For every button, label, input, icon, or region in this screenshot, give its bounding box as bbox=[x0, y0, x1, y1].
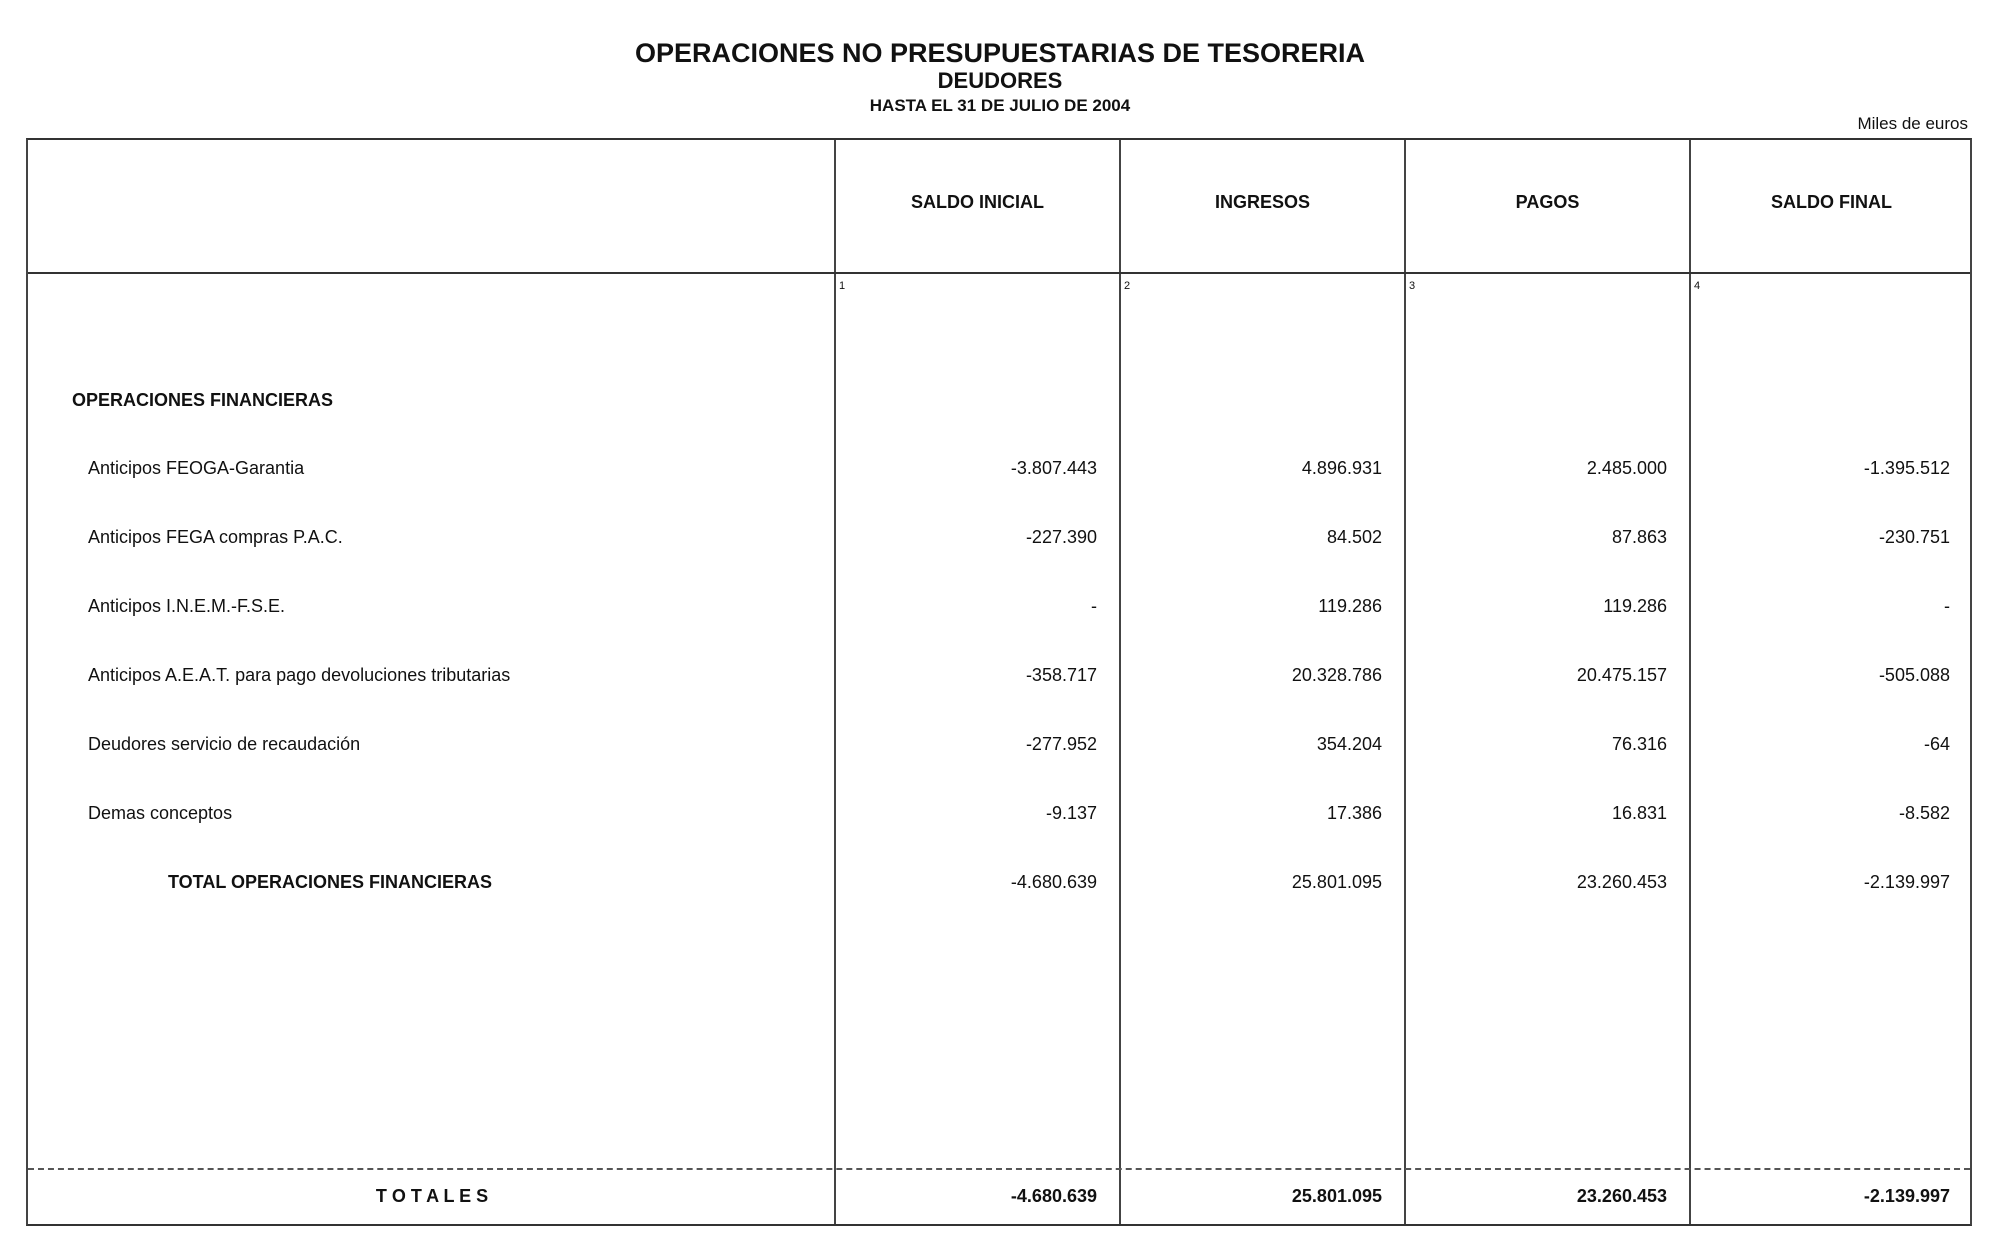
section-title: OPERACIONES FINANCIERAS bbox=[72, 390, 334, 410]
column-number: 1 bbox=[839, 280, 846, 292]
column-header-saldo-inicial: SALDO INICIAL bbox=[911, 192, 1044, 212]
row-value-saldo-final: -505.088 bbox=[1878, 665, 1950, 685]
row-value-pagos: 2.485.000 bbox=[1586, 458, 1667, 478]
column-number: 3 bbox=[1409, 280, 1416, 292]
header-rule bbox=[28, 272, 1970, 274]
row-value-saldo-inicial: -3.807.443 bbox=[1010, 458, 1097, 478]
row-value-saldo-final: -8.582 bbox=[1898, 803, 1950, 823]
column-number: 4 bbox=[1694, 280, 1701, 292]
column-number: 2 bbox=[1124, 280, 1131, 292]
row-value-pagos: 16.831 bbox=[1611, 803, 1667, 823]
row-value-pagos: 119.286 bbox=[1603, 596, 1667, 616]
row-value-saldo-inicial: - bbox=[1091, 596, 1097, 616]
row-value-saldo-final: -230.751 bbox=[1878, 527, 1950, 547]
row-value-saldo-inicial: -277.952 bbox=[1025, 734, 1097, 754]
row-value-saldo-inicial: -227.390 bbox=[1025, 527, 1097, 547]
grand-total-ingresos: 25.801.095 bbox=[1291, 1186, 1382, 1206]
row-value-pagos: 20.475.157 bbox=[1576, 665, 1667, 685]
row-value-saldo-final: - bbox=[1944, 596, 1950, 616]
grand-total-saldo-final: -2.139.997 bbox=[1863, 1186, 1950, 1206]
row-label: Anticipos FEOGA-Garantia bbox=[88, 458, 305, 478]
row-value-saldo-final: -1.395.512 bbox=[1863, 458, 1950, 478]
grand-total-pagos: 23.260.453 bbox=[1576, 1186, 1667, 1206]
section-total-pagos: 23.260.453 bbox=[1576, 872, 1667, 892]
row-value-ingresos: 4.896.931 bbox=[1301, 458, 1382, 478]
row-value-saldo-inicial: -358.717 bbox=[1025, 665, 1097, 685]
row-value-ingresos: 84.502 bbox=[1326, 527, 1382, 547]
section-total-saldo-inicial: -4.680.639 bbox=[1010, 872, 1097, 892]
grand-total-saldo-inicial: -4.680.639 bbox=[1010, 1186, 1097, 1206]
row-value-ingresos: 20.328.786 bbox=[1291, 665, 1382, 685]
section-total-saldo-final: -2.139.997 bbox=[1863, 872, 1950, 892]
grand-totals-label: T O T A L E S bbox=[375, 1186, 489, 1206]
units-note: Miles de euros bbox=[1857, 114, 1968, 133]
row-value-ingresos: 17.386 bbox=[1326, 803, 1382, 823]
section-total-ingresos: 25.801.095 bbox=[1291, 872, 1382, 892]
section-total-label: TOTAL OPERACIONES FINANCIERAS bbox=[168, 872, 493, 892]
row-value-saldo-final: -64 bbox=[1923, 734, 1950, 754]
column-header-saldo-final: SALDO FINAL bbox=[1771, 192, 1892, 212]
report-date: HASTA EL 31 DE JULIO DE 2004 bbox=[869, 96, 1131, 115]
row-value-pagos: 87.863 bbox=[1611, 527, 1667, 547]
column-header-ingresos: INGRESOS bbox=[1214, 192, 1311, 212]
report-title: OPERACIONES NO PRESUPUESTARIAS DE TESORERIA bbox=[634, 38, 1366, 68]
row-value-ingresos: 354.204 bbox=[1316, 734, 1382, 754]
row-label: Anticipos I.N.E.M.-F.S.E. bbox=[88, 596, 286, 616]
row-label: Anticipos A.E.A.T. para pago devoluciones tributarias bbox=[88, 665, 511, 685]
row-label: Anticipos FEGA compras P.A.C. bbox=[88, 527, 343, 547]
row-value-ingresos: 119.286 bbox=[1318, 596, 1382, 616]
report-table bbox=[26, 138, 1972, 1226]
column-header-pagos: PAGOS bbox=[1515, 192, 1580, 212]
report-subtitle: DEUDORES bbox=[937, 68, 1063, 93]
row-value-saldo-inicial: -9.137 bbox=[1045, 803, 1097, 823]
row-value-pagos: 76.316 bbox=[1611, 734, 1667, 754]
row-label: Demas conceptos bbox=[88, 803, 233, 823]
row-label: Deudores servicio de recaudación bbox=[88, 734, 361, 754]
totals-rule bbox=[28, 1168, 1970, 1170]
